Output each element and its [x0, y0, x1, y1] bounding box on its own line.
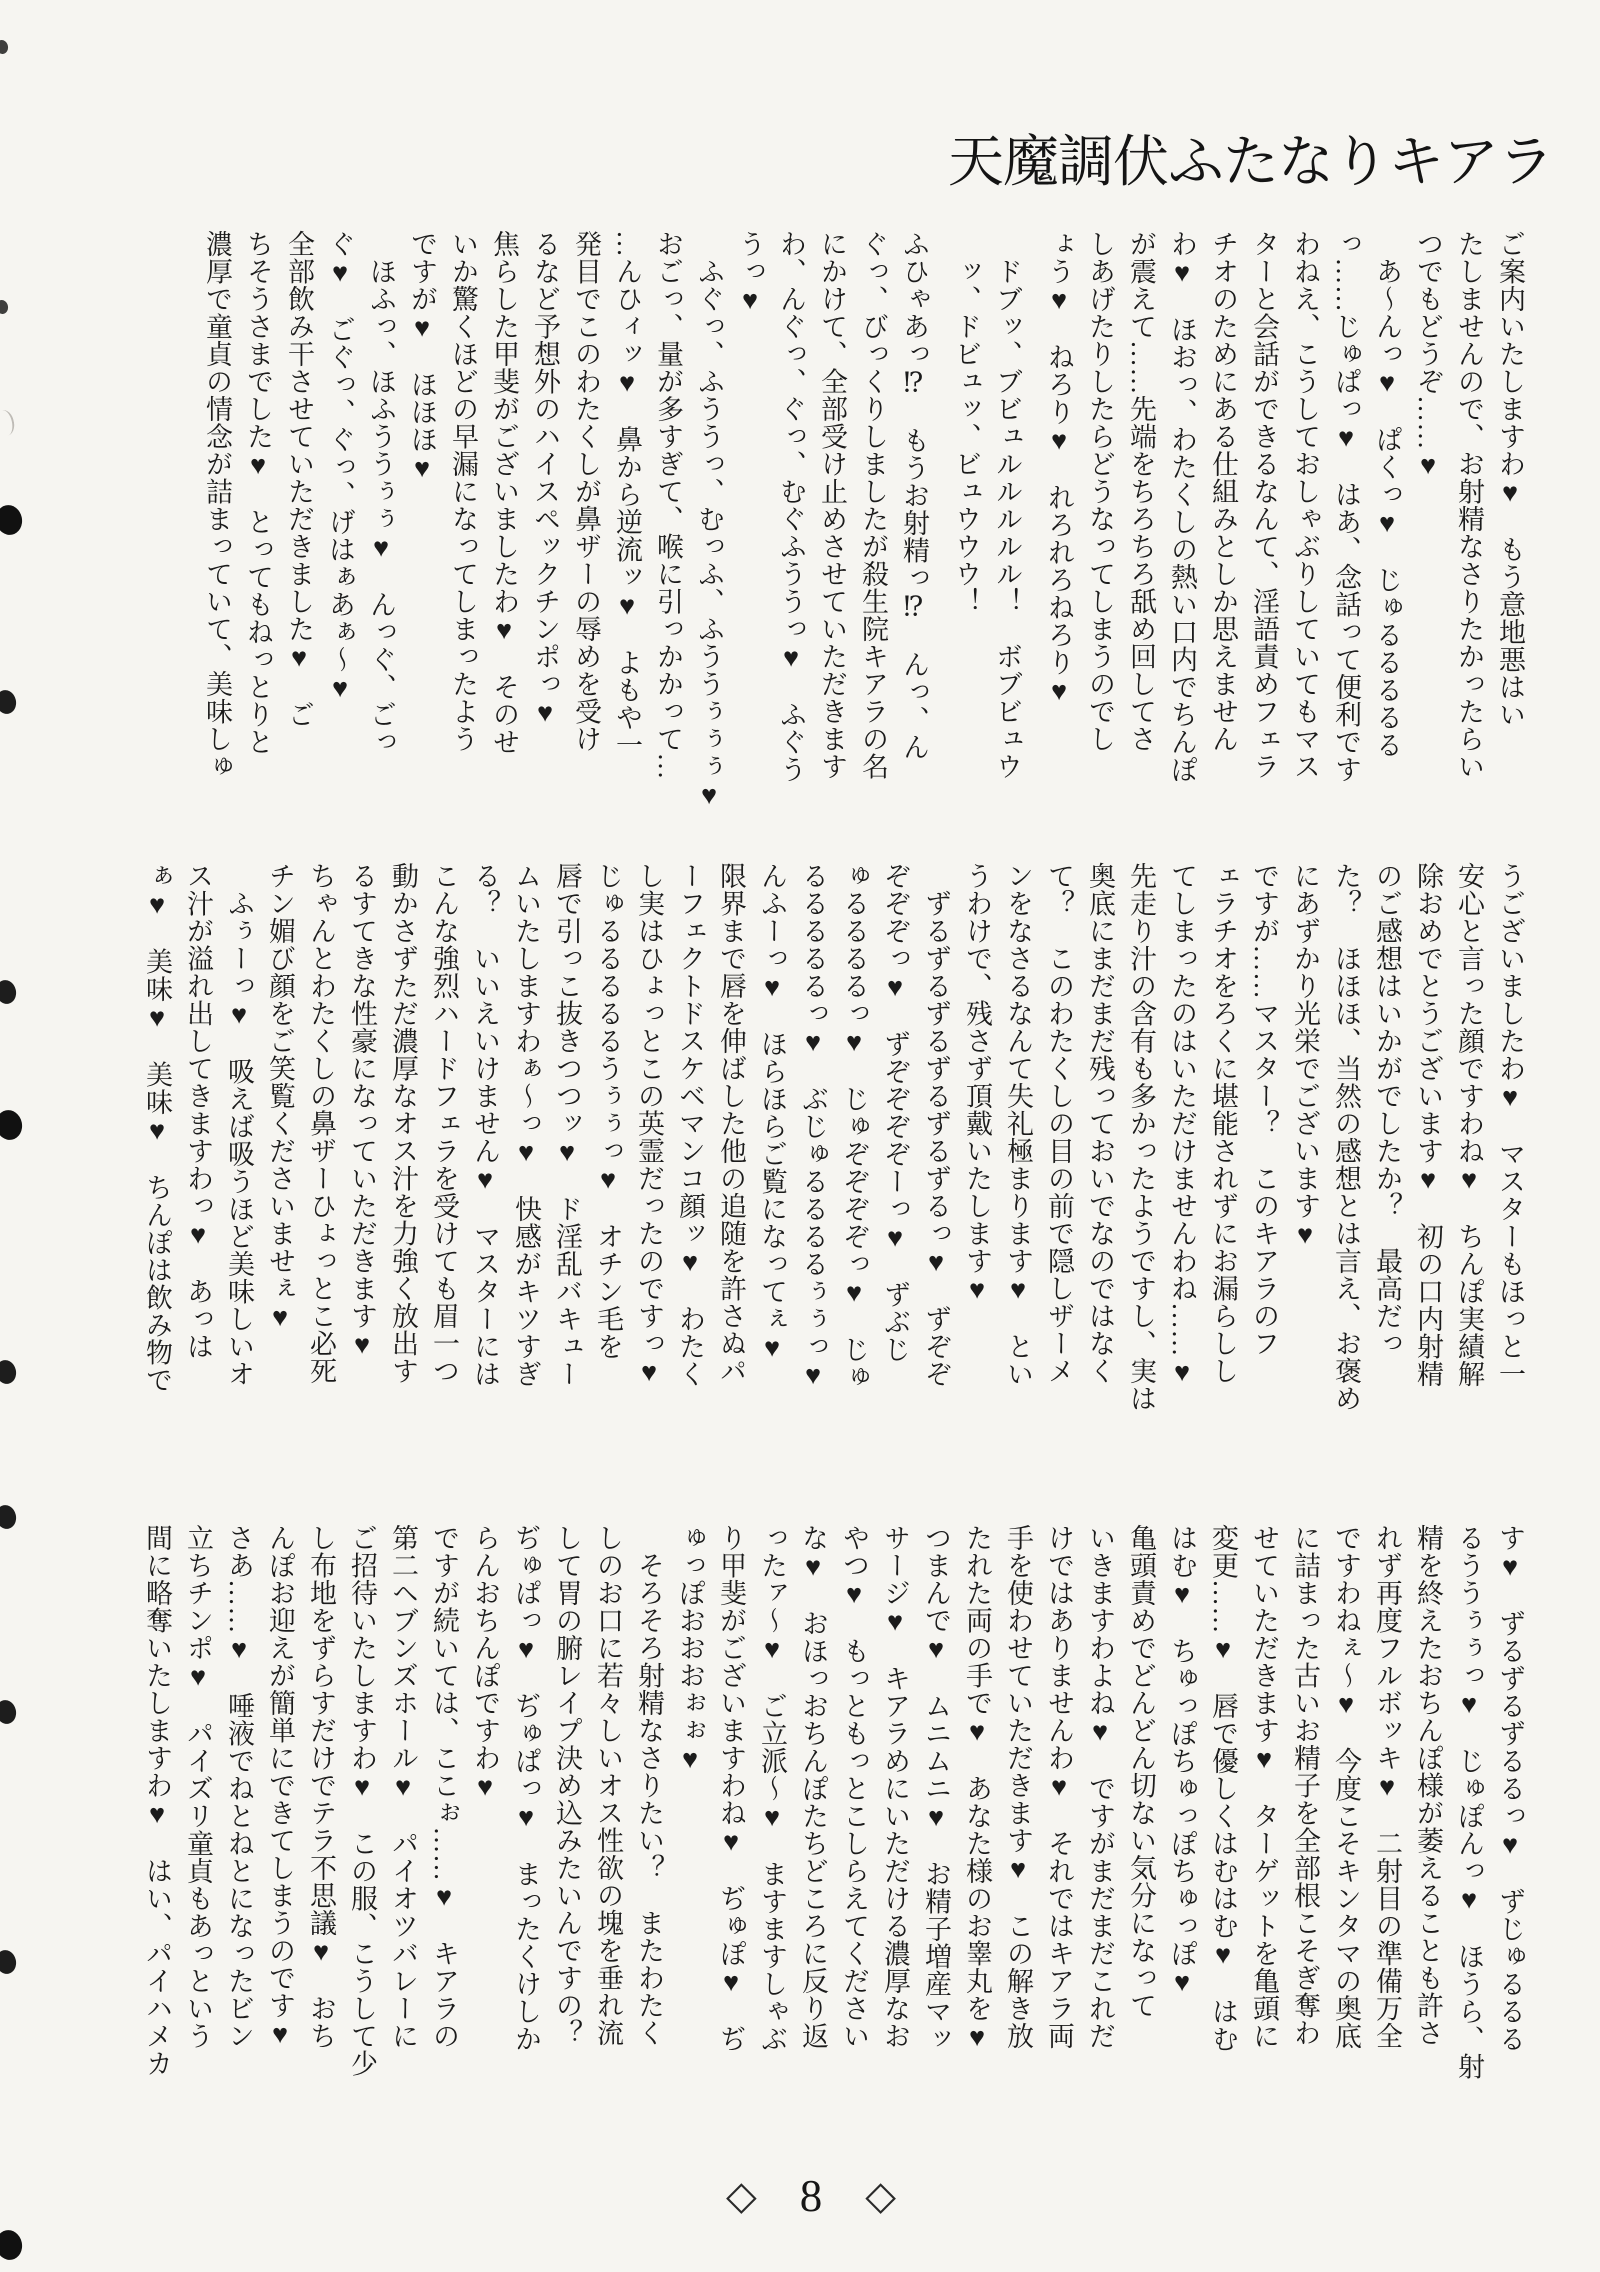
text-column: る？ いいえいけません♥ マスターには [470, 862, 500, 1388]
text-column: ターと会話ができるなんて、淫語責めフェラ [1249, 230, 1279, 780]
text-column: ぢゅぱっ♥ ぢゅぱっ♥ まったくけしか [511, 1524, 541, 2053]
text-column: し実はひょっとこの英霊だったのですっ♥ [634, 862, 664, 1388]
text-column: ですが続いては、ここぉ……♥ キアラの [429, 1524, 459, 2050]
text-column: し布地をずらすだけでテラ不思議♥ おち [306, 1524, 336, 2050]
text-column: ぐっ、びっくりしましたが殺生院キアラの名 [858, 230, 888, 780]
binding-mark [0, 299, 9, 315]
text-column: た？ ほほほ、当然の感想とは言え、お褒め [1331, 862, 1361, 1412]
left-diamond-icon: ◇ [726, 2173, 757, 2218]
text-column: ふぅーっ♥ 吸えば吸うほど美味しいオ [224, 862, 254, 1388]
text-column: ご案内いたしますわ♥ もう意地悪はい [1495, 230, 1525, 728]
text-column: して胃の腑レイプ決め込みたいんですの？ [552, 1524, 582, 2047]
text-column: て？ このわたくしの目の前で隠しザーメ [1044, 862, 1074, 1385]
text-column: サージ♥ キアラめにいただける濃厚なお [880, 1524, 910, 2050]
binding-mark [0, 1358, 18, 1386]
text-column: じゅるるるるるうぅぅっ♥ オチン毛を [593, 862, 623, 1360]
text-column: ちそうさまでした♥ とってもねっとりと [243, 230, 273, 756]
text-column: ですが♥ ほほほ♥ [407, 230, 437, 484]
text-column: 発目でこのわたくしが鼻ザーの辱めを受け [571, 230, 601, 753]
text-column: ぁ♥ 美味♥ 美味♥ ちんぽは飲み物で [142, 862, 172, 1394]
text-column: ふぐっ、ふううっ、むっふ、ふううぅぅぅ♥ [694, 230, 724, 811]
text-column: ーフェクトドスケベマンコ顔ッ♥ わたく [675, 862, 705, 1388]
text-column: のご感想はいかがでしたか？ 最高だっ [1372, 862, 1402, 1357]
text-column: ですが……マスター？ このキアラのフ [1249, 862, 1279, 1357]
text-column: にかけて、全部受け止めさせていただきます [817, 230, 847, 780]
text-column: ッ、ドビュッ、ビュウウウ！ [951, 230, 981, 615]
text-column: やつ♥ もっともっとこしらえてください [839, 1524, 869, 2050]
binding-mark [0, 503, 25, 538]
text-column: 立ちチンポ♥ パイズリ童貞もあっという [183, 1524, 213, 2050]
text-band-2 [131, 862, 1525, 1462]
text-column: ぞぞぞっ♥ ずぞぞぞぞーっ♥ ずぶじ [880, 862, 910, 1363]
text-column: 間に略奪いたしますわ♥ はい、パイハメカ [142, 1524, 172, 2077]
text-column: 手を使わせていただきます♥ この解き放 [1003, 1524, 1033, 2050]
text-column: さあ……♥ 唾液でねとねとになったビン [224, 1524, 254, 2050]
text-column: …んひィッ♥ 鼻から逆流ッ♥ よもや一 [612, 230, 642, 759]
text-column: あ～んっ♥ ぱくっ♥ じゅるるるるる [1372, 230, 1402, 759]
text-column: ンをなさるなんて失礼極まります♥ とい [1003, 862, 1033, 1388]
text-column: な♥ おほっおちんぽたちどころに反り返 [798, 1524, 828, 2050]
text-column: ですわねぇ～♥ 今度こそキンタマの奥底 [1331, 1524, 1361, 2050]
text-column: 亀頭責めでどんどん切ない気分になって [1126, 1524, 1156, 2019]
text-column: 精を終えたおちんぽ様が萎えることも許さ [1413, 1524, 1443, 2047]
text-column: が震えて……先端をちろちろ舐め回してさ [1126, 230, 1156, 753]
text-column: うわけで、残さず頂戴いたします♥ [962, 862, 992, 1305]
page-number: 8 [799, 2170, 823, 2221]
text-column: ずるずるずるずるずるずるっ♥ ずぞぞ [921, 862, 951, 1388]
text-column: いきますわよね♥ ですがまだまだこれだ [1085, 1524, 1115, 2050]
text-column: 先走り汁の含有も多かったようですし、実は [1126, 862, 1156, 1412]
text-column: はむ♥ ちゅっぽちゅっぽちゅっぽ♥ [1167, 1524, 1197, 1998]
text-column: ったァ～♥ ご立派～♥ ますますしゃぶ [757, 1524, 787, 2053]
text-column: にあずかり光栄でございます♥ [1290, 862, 1320, 1250]
text-column: けではありませんわ♥ それではキアラ両 [1044, 1524, 1074, 2050]
text-column: るなど予想外のハイスペックチンポっ♥ [530, 230, 560, 728]
text-column: 濃厚で童貞の情念が詰まっていて、美味しゅ [202, 230, 232, 780]
binding-mark [0, 408, 17, 437]
text-column: うございましたわ♥ マスターもほっと一 [1495, 862, 1525, 1388]
text-column: チオのためにある仕組みとしか思えません [1208, 230, 1238, 753]
text-column: うっ♥ [735, 230, 765, 316]
text-column: れず再度フルボッキ♥ 二射目の準備万全 [1372, 1524, 1402, 2050]
text-column: おごっ、量が多すぎて、喉に引っかかって… [653, 230, 683, 780]
text-column: り甲斐がございますわね♥ ぢゅぽ♥ ぢ [716, 1524, 746, 2053]
text-column: わ、んぐっ、ぐっ、むぐふううっ♥ ふぐう [776, 230, 806, 783]
text-column: わねえ、こうしておしゃぶりしていてもマス [1290, 230, 1320, 780]
right-diamond-icon: ◇ [865, 2173, 896, 2218]
text-column: しあげたりしたらどうなってしまうのでし [1085, 230, 1115, 753]
text-column: ほふっ、ほふううぅぅ♥ んっぐ、ごっ [366, 230, 396, 756]
text-column: たれた両の手で♥ あなた様のお睾丸を♥ [962, 1524, 992, 2053]
text-column: るううぅぅっ♥ じゅぽんっ♥ ほうら、射 [1454, 1524, 1484, 2080]
binding-mark [0, 978, 18, 1006]
text-column: 奥底にまだまだ残っておいでなのではなく [1085, 862, 1115, 1385]
text-column: んぽお迎えが簡単にできてしまうのです♥ [265, 1524, 295, 2050]
text-column: ェラチオをろくに堪能されずにお漏らしし [1208, 862, 1238, 1385]
text-column: 唇で引っこ抜きつつッ♥ ド淫乱バキュー [552, 862, 582, 1388]
text-column: ドブッ、ブビュルルルルル！ ボブビュウ [992, 230, 1022, 780]
binding-mark [0, 39, 9, 55]
text-band-1 [191, 230, 1525, 830]
text-column: つまんで♥ ムニムニ♥ お精子増産マッ [921, 1524, 951, 2053]
binding-mark [0, 1698, 18, 1726]
text-column: しのお口に若々しいオス性欲の塊を垂れ流 [593, 1524, 623, 2047]
text-column: 変更……♥ 唇で優しくはむはむ♥ はむ [1208, 1524, 1238, 2053]
text-column: ゅっぽおおおぉぉ♥ [675, 1524, 705, 1775]
binding-mark [0, 2228, 25, 2263]
text-column: っ……じゅぱっ♥ はあ、念話って便利です [1331, 230, 1361, 783]
text-column: ゅるるるるっ♥ じゅぞぞぞぞっ♥ じゅ [839, 862, 869, 1391]
text-column: こんな強烈ハードフェラを受けても眉一つ [429, 862, 459, 1385]
text-column: 限界まで唇を伸ばした他の追随を許さぬパ [716, 862, 746, 1385]
text-column: らんおちんぽですわ♥ [470, 1524, 500, 1802]
text-column: つでもどうぞ……♥ [1413, 230, 1443, 481]
text-column: 第二ヘブンズホール♥ パイオツバレーに [388, 1524, 418, 2050]
text-column: ぐ♥ ごぐっ、ぐっ、げはぁあぁ～♥ [325, 230, 355, 704]
binding-mark [0, 688, 18, 716]
text-column: 動かさずただ濃厚なオス汁を力強く放出す [388, 862, 418, 1385]
text-column: 安心と言った顔ですわね♥ ちんぽ実績解 [1454, 862, 1484, 1388]
text-column: てしまったのはいただけませんわね……♥ [1167, 862, 1197, 1388]
text-column: るるるるるっ♥ ぶじゅるるるるぅぅっ♥ [798, 862, 828, 1391]
text-column: んふーっ♥ ほらほらご覧になってぇ♥ [757, 862, 787, 1363]
page-title: 天魔調伏ふたなりキアラ [948, 132, 1553, 194]
text-band-3 [131, 1524, 1525, 2124]
text-column: るすてきな性豪になっていただきます♥ [347, 862, 377, 1360]
text-column: に詰まった古いお精子を全部根こそぎ奪わ [1290, 1524, 1320, 2047]
text-column: そろそろ射精なさりたい？ またわたく [634, 1524, 664, 2047]
page-footer [726, 2170, 896, 2222]
text-column: ょう♥ ねろり♥ れろれろねろり♥ [1044, 230, 1074, 707]
binding-mark [0, 1503, 18, 1531]
text-column: チン媚び顔をご笑覧くださいませぇ♥ [265, 862, 295, 1333]
text-column: わ♥ ほおっ、わたくしの熱い口内でちんぽ [1167, 230, 1197, 783]
binding-mark [0, 1108, 25, 1143]
text-column: 全部飲み干させていただきました♥ ご [284, 230, 314, 728]
text-column: 焦らした甲斐がございましたわ♥ そのせ [489, 230, 519, 756]
text-column: いか驚くほどの早漏になってしまったよう [448, 230, 478, 753]
text-column: す♥ ずるずるずるるっ♥ ずじゅるるる [1495, 1524, 1525, 2053]
binding-mark [0, 1948, 18, 1976]
text-column: 除おめでとうございます♥ 初の口内射精 [1413, 862, 1443, 1388]
text-column: たしませんので、お射精なさりたかったらい [1454, 230, 1484, 780]
text-column: ご招待いたしますわ♥ この服、こうして少 [347, 1524, 377, 2077]
text-column: ちゃんとわたくしの鼻ザーひょっとこ必死 [306, 862, 336, 1385]
text-column: せていただきます♥ ターゲットを亀頭に [1249, 1524, 1279, 2050]
text-column: ふひゃあっ⁉ もうお射精っ⁉ んっ、ん [899, 230, 929, 761]
text-column: ムいたしますわぁ～っ♥ 快感がキツすぎ [511, 862, 541, 1388]
text-column: ス汁が溢れ出してきますわっ♥ あっは [183, 862, 213, 1360]
